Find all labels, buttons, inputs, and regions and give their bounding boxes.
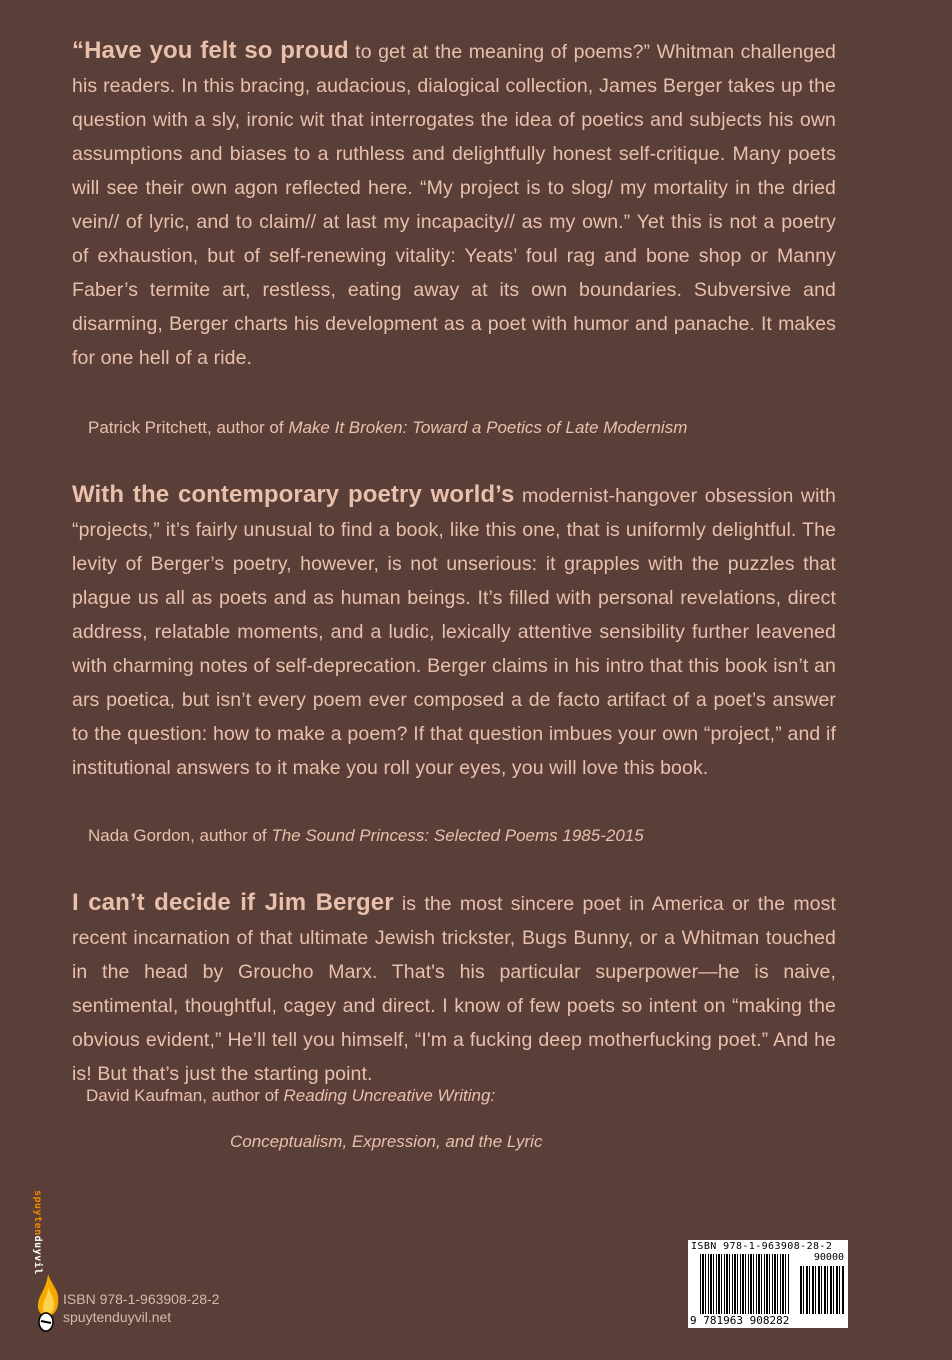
attribution-author: David Kaufman, author of bbox=[86, 1086, 284, 1105]
blurb-text: is the most sincere poet in America or the most recent incarnation of that ultimate Jewish trickster, Bugs Bunny, or a Whitman touched in the head by Groucho Marx. That's his particular superpower—he is naive, sentimental, thoughtful, cagey and direct. I know of few poets so intent on “making the obvious evident,” He’ll tell you himself, “I'm a fucking deep motherfucking poet.” And he is! But that’s just the starting point. bbox=[72, 893, 836, 1085]
attribution-author: Nada Gordon, author of bbox=[88, 826, 272, 845]
blurb-pritchett bbox=[72, 34, 836, 375]
attribution-pritchett bbox=[88, 415, 687, 441]
attribution-gordon bbox=[88, 823, 644, 849]
attribution-work: Conceptualism, Expression, and the Lyric bbox=[230, 1132, 543, 1151]
barcode-digits: 9 781963 908282 bbox=[690, 1314, 790, 1327]
attribution-work: Make It Broken: Toward a Poetics of Late Modernism bbox=[288, 418, 688, 437]
publisher-website: spuytenduyvil.net bbox=[63, 1309, 172, 1325]
attribution-kaufman bbox=[86, 1083, 495, 1109]
barcode-isbn: ISBN 978-1-963908-28-2 bbox=[691, 1241, 833, 1252]
blurb-text: modernist-hangover obsession with “projects,” it’s fairly unusual to find a book, like this one, that is uniformly delightful. The levity of Berger’s poetry, however, is not unserious: it grapples with the puzzles that plague us all as poets and as human beings. It’s filled with personal revelations, direct address, relatable moments, and a ludic, lexically attentive sensibility further leavened with charming notes of self-deprecation. Berger claims in his intro that this book isn’t an ars poetica, but isn’t every poem ever composed a de facto artifact of a poet’s answer to the question: how to make a poem? If that question imbues your own “project,” and if institutional answers to it make you roll your eyes, you will love this book. bbox=[72, 485, 836, 779]
attribution-work: Reading Uncreative Writing: bbox=[283, 1086, 496, 1105]
logo-text-white: duyvil bbox=[32, 1235, 43, 1275]
attribution-work: The Sound Princess: Selected Poems 1985-2015 bbox=[271, 826, 644, 845]
barcode-addon-bars bbox=[800, 1266, 844, 1314]
isbn-barcode bbox=[688, 1240, 848, 1328]
barcode-bars bbox=[700, 1254, 790, 1314]
attribution-author: Patrick Pritchett, author of bbox=[88, 418, 289, 437]
flame-logo-icon bbox=[34, 1272, 62, 1332]
blurb-kaufman bbox=[72, 886, 836, 1091]
blurb-text: to get at the meaning of poems?” Whitman challenged his readers. In this bracing, audacious, dialogical collection, James Berger takes up the question with a sly, ironic wit that interrogates the idea of poetics and subjects his own assumptions and biases to a ruthless and delightfully honest self-critique. Many poets will see their own agon reflected here. “My project is to slog/ my mortality in the dried vein// of lyric, and to claim// at last my incapacity// as my own.” Yet this is not a poetry of exhaustion, but of self-renewing vitality: Yeats’ foul rag and bone shop or Manny Faber’s termite art, restless, eating away at its own boundaries. Subversive and disarming, Berger charts his development as a poet with humor and panache. It makes for one hell of a ride. bbox=[72, 41, 836, 369]
publisher-info bbox=[63, 1290, 219, 1326]
blurb-lead: “Have you felt so proud bbox=[72, 37, 349, 64]
barcode-price-code: 90000 bbox=[813, 1252, 844, 1263]
blurb-lead: With the contemporary poetry world’s bbox=[72, 481, 515, 508]
publisher-logo-text bbox=[32, 1190, 43, 1275]
attribution-kaufman-line2 bbox=[230, 1129, 542, 1155]
blurb-lead: I can’t decide if Jim Berger bbox=[72, 889, 394, 916]
blurb-gordon bbox=[72, 478, 836, 785]
publisher-isbn: ISBN 978-1-963908-28-2 bbox=[63, 1291, 220, 1307]
logo-text-orange: spuyten bbox=[32, 1190, 43, 1236]
